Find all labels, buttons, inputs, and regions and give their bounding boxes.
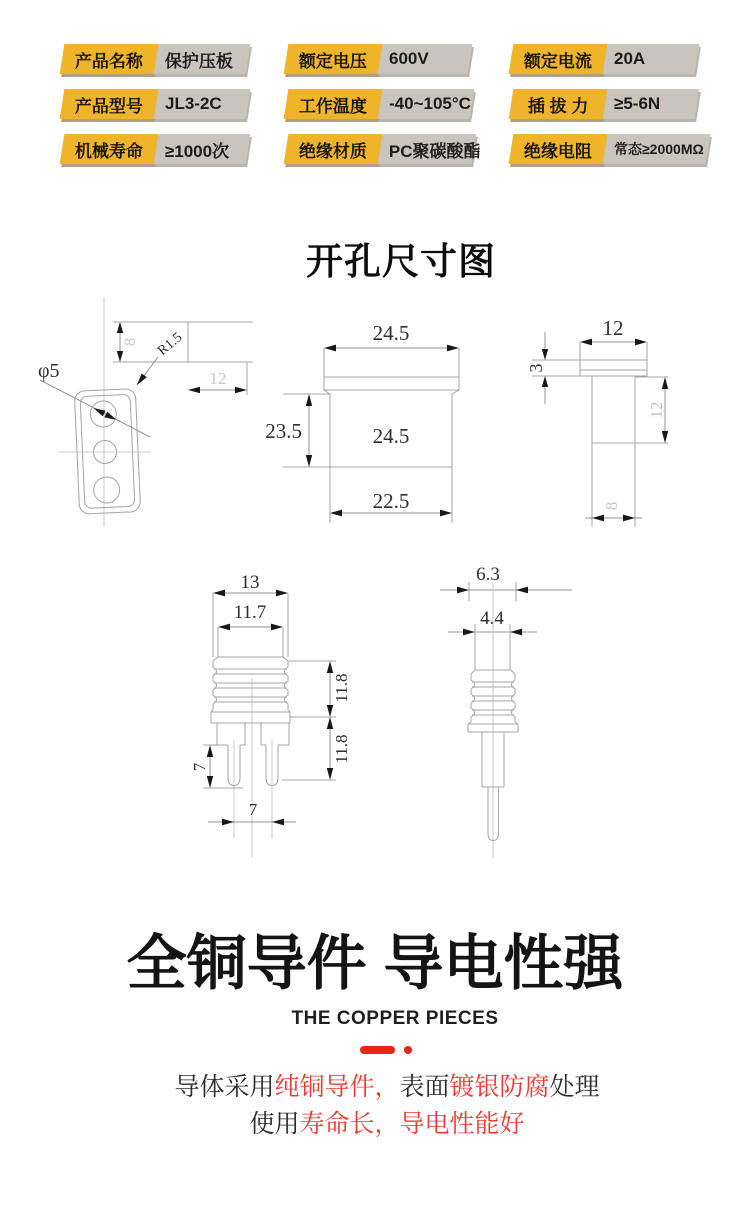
spec-value-text: 保护压板 xyxy=(165,51,233,71)
spec-label xyxy=(509,89,608,119)
dim-label-3: 3 xyxy=(526,363,546,373)
dim-label-12-top: 12 xyxy=(602,316,624,340)
spec-label-text: 工作温度 xyxy=(299,96,367,116)
dim-label-11-8-lower: 11.8 xyxy=(332,734,351,764)
dim-label-7-pin-pitch: 7 xyxy=(248,800,258,819)
desc-text-highlight: 寿命长，导电性能好 xyxy=(299,1110,525,1138)
spec-value xyxy=(378,89,475,119)
spec-value xyxy=(154,89,251,119)
copper-desc-line1 xyxy=(12,1069,750,1106)
dim-label-22-5: 22.5 xyxy=(372,489,410,513)
spec-value xyxy=(603,89,700,119)
red-divider-dot-icon xyxy=(404,1046,412,1054)
spec-value xyxy=(154,134,251,164)
spec-label xyxy=(284,44,383,74)
spec-value xyxy=(154,44,251,74)
spec-label-text: 插 拔 力 xyxy=(527,96,589,116)
spec-value xyxy=(378,134,481,164)
desc-text: 使用 xyxy=(249,1110,300,1138)
spec-row-rated-voltage xyxy=(284,44,473,74)
spec-label-text: 额定电流 xyxy=(524,51,592,71)
spec-label-text: 绝缘材质 xyxy=(299,141,367,161)
desc-text: 处理 xyxy=(549,1073,600,1101)
spec-label xyxy=(60,134,159,164)
copper-desc-line2 xyxy=(12,1106,750,1143)
spec-label xyxy=(60,44,159,74)
desc-text: 表面 xyxy=(399,1073,450,1101)
dim-label-12-right: 12 xyxy=(647,401,666,419)
spec-row-mech-life xyxy=(60,134,251,164)
spec-value-text: JL3-2C xyxy=(165,94,222,113)
drawing-body-front-view xyxy=(265,321,459,523)
drawing-plug-side-view xyxy=(440,564,572,858)
dim-label-11-8-upper: 11.8 xyxy=(332,673,351,703)
spec-label xyxy=(284,134,383,164)
dim-label-8-bottom: 8 xyxy=(602,501,621,511)
spec-row-model xyxy=(60,89,251,119)
dim-label-radius: R1.5 xyxy=(155,330,186,359)
spec-value-text: ≥5-6N xyxy=(614,94,661,113)
dim-label-4-4: 4.4 xyxy=(480,608,504,629)
spec-label xyxy=(509,44,608,74)
drawing-plate-top-view xyxy=(38,298,253,526)
spec-row-product-name xyxy=(60,44,251,74)
spec-label xyxy=(284,89,383,119)
spec-value xyxy=(378,44,473,74)
copper-subheading: THE COPPER PIECES xyxy=(291,1008,499,1029)
spec-value xyxy=(603,44,700,74)
copper-description xyxy=(12,1069,750,1143)
spec-row-pull-force xyxy=(509,89,700,119)
dim-label-11-7: 11.7 xyxy=(233,602,267,623)
spec-value-text: 常态≥2000MΩ xyxy=(614,141,704,157)
desc-text-highlight: 纯铜导件， xyxy=(274,1073,400,1101)
spec-row-insulation-resistance xyxy=(509,134,711,164)
desc-text: 导体采用 xyxy=(174,1073,275,1101)
dim-label-diameter: φ5 xyxy=(38,360,60,382)
spec-row-working-temp xyxy=(284,89,475,119)
dim-label-6-3: 6.3 xyxy=(476,564,500,585)
spec-value-text: 20A xyxy=(614,49,646,68)
plate-outline xyxy=(74,389,140,515)
dim-label-7-pin-length: 7 xyxy=(190,762,209,772)
spec-value-text: ≥1000次 xyxy=(165,141,230,161)
dim-label-24-5-top: 24.5 xyxy=(372,321,410,345)
dim-label-8: 8 xyxy=(122,338,139,346)
spec-label-text: 机械寿命 xyxy=(75,141,143,161)
dim-label-24-5-body: 24.5 xyxy=(372,424,410,448)
drawing-body-side-view xyxy=(526,316,668,527)
spec-row-rated-current xyxy=(509,44,700,74)
spec-row-insulation-material xyxy=(284,134,481,164)
spec-label-text: 产品型号 xyxy=(75,96,143,116)
drawing-plug-front-view xyxy=(190,572,351,857)
spec-value-text: PC聚碳酸酯 xyxy=(389,141,481,161)
copper-heading: 全铜导件 导电性强 xyxy=(126,930,624,997)
spec-label-text: 产品名称 xyxy=(75,51,143,71)
dim-label-23-5: 23.5 xyxy=(265,419,302,443)
spec-label xyxy=(509,134,608,164)
section-title-hole-dimensions: 开孔尺寸图 xyxy=(306,241,496,282)
dimension-drawings xyxy=(0,280,750,880)
desc-text-highlight: 镀银防腐 xyxy=(449,1073,550,1101)
spec-value-text: 600V xyxy=(389,49,429,68)
spec-label-text: 额定电压 xyxy=(299,51,367,71)
spec-label-text: 绝缘电阻 xyxy=(524,141,592,161)
spec-value xyxy=(603,134,711,164)
red-divider-bar-icon xyxy=(360,1046,395,1054)
dim-label-13: 13 xyxy=(240,572,260,593)
dim-label-12: 12 xyxy=(209,369,227,388)
spec-label xyxy=(60,89,159,119)
spec-value-text: -40~105°C xyxy=(389,94,471,113)
